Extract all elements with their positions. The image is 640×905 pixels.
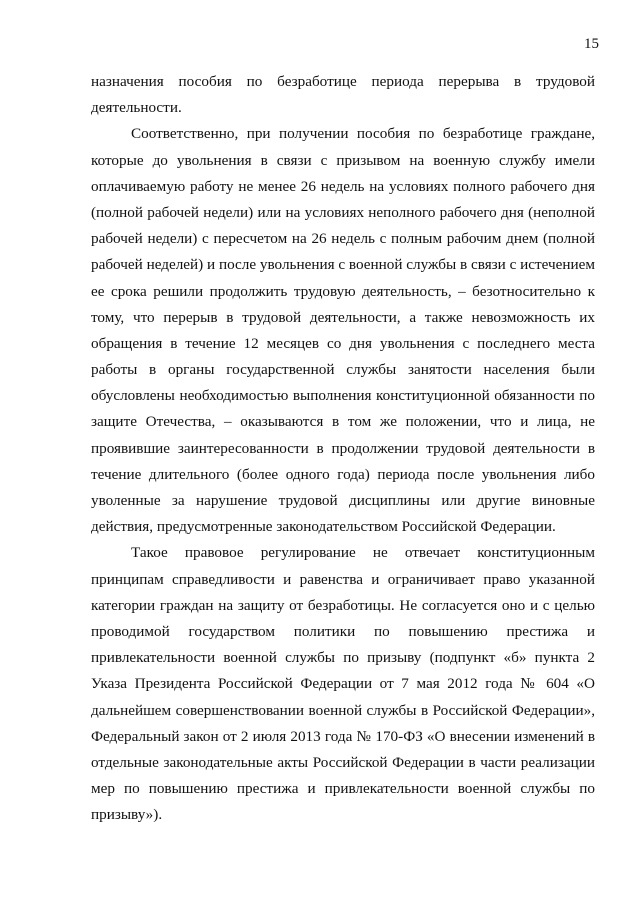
- text-line: рабочей неделей) и после увольнения с военной службы в связи с истечением: [91, 256, 595, 274]
- text-line: отдельные законодательные акты Российской Федерации в части реализации: [91, 753, 595, 771]
- text-line: оплачиваемую работу не менее 26 недель на условиях полного рабочего дня: [91, 177, 595, 195]
- text-line: привлекательности военной службы по призыву (подпункт «б» пункта 2: [91, 649, 595, 667]
- page-number: 15: [584, 36, 599, 52]
- text-line: мер по повышению престижа и привлекательности военной службы по: [91, 780, 595, 798]
- text-line: течение длительного (более одного года) периода после увольнения либо: [91, 465, 595, 483]
- text-line: уволенные за нарушение трудовой дисциплины или другие виновные: [91, 492, 595, 509]
- text-line: призыву»).: [91, 806, 163, 824]
- paragraph-1: [91, 69, 595, 121]
- text-line: категории граждан на защиту от безработицы. Не согласуется оно и с целью: [91, 596, 595, 614]
- text-line: проявившие заинтересованности в продолжении трудовой деятельности в: [91, 439, 595, 457]
- text-line: рабочей недели) с пересчетом на 26 недель с полным рабочим днем (полной: [91, 230, 595, 248]
- text-line: Указа Президента Российской Федерации от 7 мая 2012 года № 604 «О: [91, 675, 595, 693]
- text-line: назначения пособия по безработице периода перерыва в трудовой: [91, 73, 595, 90]
- text-line: обращения в течение 12 месяцев со дня увольнения с последнего места: [91, 334, 595, 352]
- text-line: обусловлены необходимостью выполнения конституционной обязанности по: [91, 387, 595, 405]
- text-line: деятельности.: [91, 99, 182, 117]
- text-line: дальнейшем совершенствовании военной службы в Российской Федерации»,: [91, 701, 595, 719]
- text-line: работы в органы государственной службы занятости населения были: [91, 361, 595, 379]
- text-line: ее срока решили продолжить трудовую деятельность, – безотносительно к: [91, 282, 595, 300]
- text-line: тому, что перерыв в трудовой деятельности, а также невозможность их: [91, 308, 595, 326]
- text-line: Соответственно, при получении пособия по безработице граждане,: [131, 125, 595, 143]
- document-body: [91, 69, 595, 828]
- text-line: защите Отечества, – оказываются в том же положении, что и лица, не: [91, 413, 595, 431]
- text-line: проводимой государством политики по повышению престижа и: [91, 622, 595, 640]
- text-line: действия, предусмотренные законодательством Российской Федерации.: [91, 518, 556, 536]
- text-line: принципам справедливости и равенства и ограничивает право указанной: [91, 570, 595, 588]
- text-line: которые до увольнения в связи с призывом на военную службу имели: [91, 151, 595, 169]
- text-line: (полной рабочей недели) или на условиях неполного рабочего дня (неполной: [91, 203, 595, 221]
- paragraph-2: [91, 121, 595, 540]
- paragraph-3: [91, 540, 595, 828]
- text-line: Федеральный закон от 2 июля 2013 года № 170-ФЗ «О внесении изменений в: [91, 727, 595, 745]
- text-line: Такое правовое регулирование не отвечает конституционным: [131, 544, 595, 562]
